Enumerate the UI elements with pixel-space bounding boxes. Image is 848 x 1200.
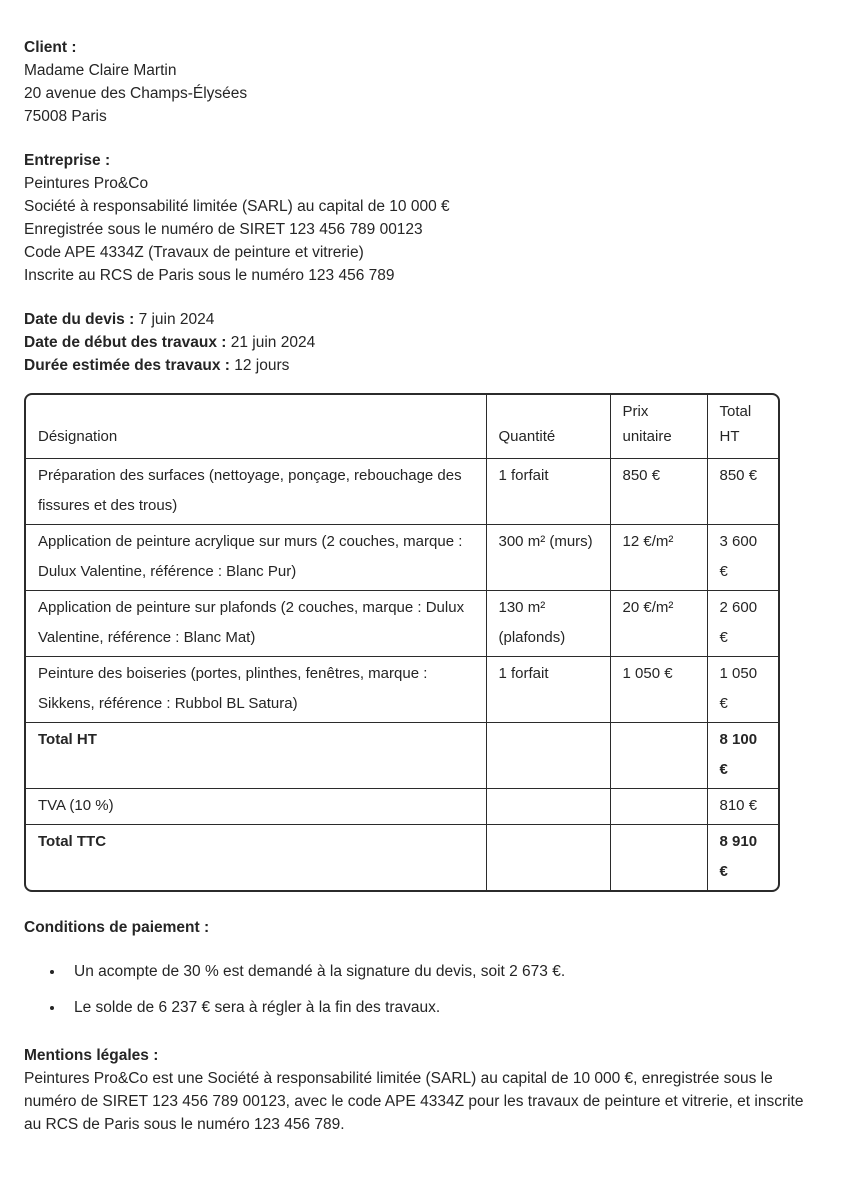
- quote-date-line: [24, 308, 825, 331]
- legal-section: [24, 1044, 825, 1136]
- dates-section: [24, 308, 825, 377]
- cell-quantity: 1 forfait: [486, 657, 610, 723]
- table-row: [26, 525, 778, 591]
- legal-heading: Mentions légales :: [24, 1047, 159, 1064]
- cell-designation: Application de peinture acrylique sur murs (2 couches, marque : Dulux Valentine, référence : Blanc Pur): [26, 525, 486, 591]
- total-ht-label: Total HT: [26, 723, 486, 789]
- client-section: [24, 36, 825, 128]
- company-name: Peintures Pro&Co: [24, 175, 149, 192]
- quote-date-label: Date du devis :: [24, 311, 135, 328]
- company-ape-code: Code APE 4334Z (Travaux de peinture et vitrerie): [24, 244, 364, 261]
- header-quantity: Quantité: [486, 395, 610, 459]
- cell-designation: Application de peinture sur plafonds (2 couches, marque : Dulux Valentine, référence : Blanc Mat): [26, 591, 486, 657]
- cell-total: 3 600 €: [707, 525, 778, 591]
- client-name: Madame Claire Martin: [24, 62, 177, 79]
- empty-cell: [486, 789, 610, 825]
- duration-line: [24, 354, 825, 377]
- total-ttc-value: 8 910 €: [719, 833, 758, 880]
- cell-total: 1 050 €: [707, 657, 778, 723]
- payment-bullet-balance: • Le solde de 6 237 € sera à régler à la fin des travaux.: [65, 996, 825, 1019]
- duration-value: 12 jours: [234, 357, 290, 374]
- client-address-street: 20 avenue des Champs-Élysées: [24, 85, 248, 102]
- quote-date-value: 7 juin 2024: [138, 311, 215, 328]
- cell-quantity: 130 m² (plafonds): [486, 591, 610, 657]
- cell-unit-price: 850 €: [610, 459, 707, 525]
- empty-cell: [610, 825, 707, 891]
- legal-text: Peintures Pro&Co est une Société à responsabilité limitée (SARL) au capital de 10 000 €, enregistrée sous le numéro de SIRET 123 456 789 00123, avec le code APE 4334Z pour les travaux de peinture et vitrerie, et inscrite au RCS de Paris sous le numéro 123 456 789.: [24, 1070, 804, 1133]
- table-header-row: [26, 395, 778, 459]
- cell-designation: Préparation des surfaces (nettoyage, ponçage, rebouchage des fissures et des trous): [26, 459, 486, 525]
- start-date-label: Date de début des travaux :: [24, 334, 227, 351]
- cell-quantity: 300 m² (murs): [486, 525, 610, 591]
- cell-quantity: 1 forfait: [486, 459, 610, 525]
- cell-total: 2 600 €: [707, 591, 778, 657]
- empty-cell: [486, 825, 610, 891]
- total-ttc-row: [26, 825, 778, 891]
- tva-value: 810 €: [707, 789, 778, 825]
- header-designation: Désignation: [26, 395, 486, 459]
- tva-row: [26, 789, 778, 825]
- tva-label: TVA (10 %): [26, 789, 486, 825]
- cell-total: 850 €: [707, 459, 778, 525]
- cell-unit-price: 1 050 €: [610, 657, 707, 723]
- header-total-ht: Total HT: [707, 395, 778, 459]
- table-row: [26, 657, 778, 723]
- duration-label: Durée estimée des travaux :: [24, 357, 230, 374]
- table-row: [26, 591, 778, 657]
- total-ht-row: [26, 723, 778, 789]
- quote-table: [26, 395, 778, 890]
- company-heading: Entreprise :: [24, 152, 111, 169]
- empty-cell: [610, 789, 707, 825]
- payment-heading: Conditions de paiement :: [24, 919, 210, 936]
- table-row: [26, 459, 778, 525]
- quote-table-container: [24, 393, 780, 892]
- client-heading: Client :: [24, 39, 77, 56]
- payment-bullet-deposit: • Un acompte de 30 % est demandé à la signature du devis, soit 2 673 €.: [65, 960, 825, 983]
- start-date-line: [24, 331, 825, 354]
- header-unit-price: Prix unitaire: [610, 395, 707, 459]
- payment-list: [24, 960, 825, 1019]
- start-date-value: 21 juin 2024: [230, 334, 316, 351]
- empty-cell: [486, 723, 610, 789]
- company-legal-form: Société à responsabilité limitée (SARL) au capital de 10 000 €: [24, 198, 450, 215]
- company-section: [24, 149, 825, 287]
- empty-cell: [610, 723, 707, 789]
- payment-section: [24, 916, 825, 1019]
- cell-designation: Peinture des boiseries (portes, plinthes, fenêtres, marque : Sikkens, référence : Rubbol BL Satura): [26, 657, 486, 723]
- cell-unit-price: 20 €/m²: [610, 591, 707, 657]
- total-ttc-label: Total TTC: [26, 825, 486, 891]
- total-ht-value: 8 100 €: [707, 723, 778, 789]
- cell-unit-price: 12 €/m²: [610, 525, 707, 591]
- client-address-city: 75008 Paris: [24, 108, 107, 125]
- company-siret: Enregistrée sous le numéro de SIRET 123 456 789 00123: [24, 221, 423, 238]
- company-rcs: Inscrite au RCS de Paris sous le numéro 123 456 789: [24, 267, 395, 284]
